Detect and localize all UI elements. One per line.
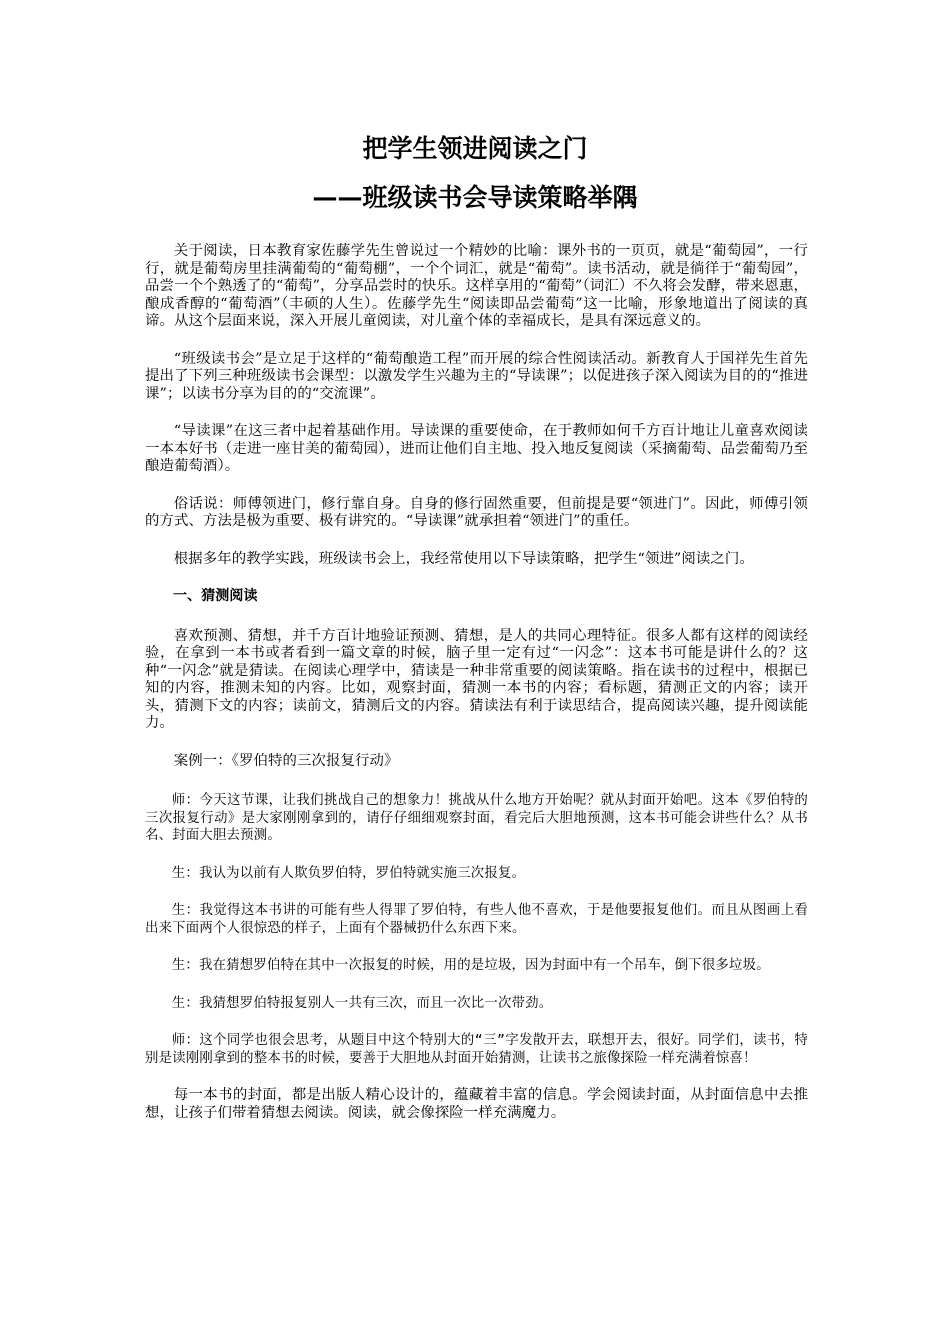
- section-paragraph: 喜欢预测、猜想，并千方百计地验证预测、猜想，是人的共同心理特征。很多人都有这样的阅读经验，在拿到一本书或者看到一篇文章的时候，脑子里一定有过“一闪念”：这本书可能是讲什么的？这种“一闪念”就是猜读。在阅读心理学中，猜读是一种非常重要的阅读策略。指在读书的过程中，根据已知的内容，推测未知的内容。比如，观察封面，猜测一本书的内容；看标题，猜测正文的内容；读开头，猜测下文的内容；读前文，猜测后文的内容。猜读法有利于读思结合，提高阅读兴趣，提升阅读能力。: [145, 627, 808, 731]
- dialogue-teacher-1: 师：今天这节课，让我们挑战自己的想象力！挑战从什么地方开始呢？就从封面开始吧。这本《罗伯特的三次报复行动》是大家刚刚拿到的，请仔仔细细观察封面，看完后大胆地预测，这本书可能会讲些什么？从书名、封面大胆去预测。: [145, 793, 808, 843]
- case-title: 案例一：《罗伯特的三次报复行动》: [173, 752, 399, 769]
- dialogue-student-3: 生：我在猜想罗伯特在其中一次报复的时候，用的是垃圾，因为封面中有一个吊车，倒下很多垃圾。: [171, 958, 770, 973]
- dialogue-student-1: 生：我认为以前有人欺负罗伯特，罗伯特就实施三次报复。: [171, 865, 526, 881]
- proverb-paragraph: 俗话说：师傅领进门，修行靠自身。自身的修行固然重要，但前提是要“领进门”。因此，师傅引领的方式、方法是极为重要、极有讲究的。“导读课”就承担着“领进门”的重任。: [145, 495, 808, 529]
- document-subtitle: ——班级读书会导读策略举隅: [312, 183, 638, 212]
- section-heading: 一、猜测阅读: [173, 588, 258, 604]
- dialogue-student-2: 生：我觉得这本书讲的可能有些人得罪了罗伯特，有些人他不喜欢，于是他要报复他们。而且从图画上看出来下面两个人很惊恐的样子，上面有个器械扔什么东西下来。: [145, 903, 808, 936]
- reading-club-paragraph: “班级读书会”是立足于这样的“葡萄酿造工程”而开展的综合性阅读活动。新教育人于国祥先生首先提出了下列三种班级读书会课型：以激发学生兴趣为主的“导读课”；以促进孩子深入阅读为目的的“推进课”；以读书分享为目的的“交流课”。: [145, 350, 808, 402]
- document-title: 把学生领进阅读之门: [362, 134, 588, 163]
- document-body: [145, 243, 808, 1142]
- strategy-intro-paragraph: 根据多年的教学实践，班级读书会上，我经常使用以下导读策略，把学生“领进”阅读之门。: [173, 550, 754, 567]
- dialogue-teacher-2: 师：这个同学也很会思考，从题目中这个特别大的“三”字发散开去，联想开去，很好。同学们，读书，特别是读刚刚拿到的整本书的时候，要善于大胆地从封面开始猜测，让读书之旅像探险一样充满着惊喜！: [145, 1033, 808, 1066]
- closing-paragraph: 每一本书的封面，都是出版人精心设计的，蕴藏着丰富的信息。学会阅读封面，从封面信息中去推想，让孩子们带着猜想去阅读。阅读，就会像探险一样充满魔力。: [145, 1087, 808, 1121]
- guided-lesson-paragraph: “导读课”在这三者中起着基础作用。导读课的重要使命，在于教师如何千方百计地让儿童喜欢阅读一本本好书（走进一座甘美的葡萄园），进而让他们自主地、投入地反复阅读（采摘葡萄、品尝葡萄乃至酿造葡萄酒）。: [145, 423, 808, 474]
- dialogue-student-4: 生：我猜想罗伯特报复别人一共有三次，而且一次比一次带劲。: [171, 995, 553, 1011]
- intro-paragraph: 关于阅读，日本教育家佐藤学先生曾说过一个精妙的比喻：课外书的一页页，就是“葡萄园”，一行行，就是葡萄房里挂满葡萄的“葡萄棚”，一个个词汇，就是“葡萄”。读书活动，就是徜徉于“葡萄园”，品尝一个个熟透了的“葡萄”，分享品尝时的快乐。这样享用的“葡萄”（词汇）不久将会发酵，带来恩惠，酿成香醇的“葡萄酒”（丰硕的人生）。佐藤学先生“阅读即品尝葡萄”这一比喻，形象地道出了阅读的真谛。从这个层面来说，深入开展儿童阅读，对儿童个体的幸福成长，是具有深远意义的。: [145, 243, 808, 329]
